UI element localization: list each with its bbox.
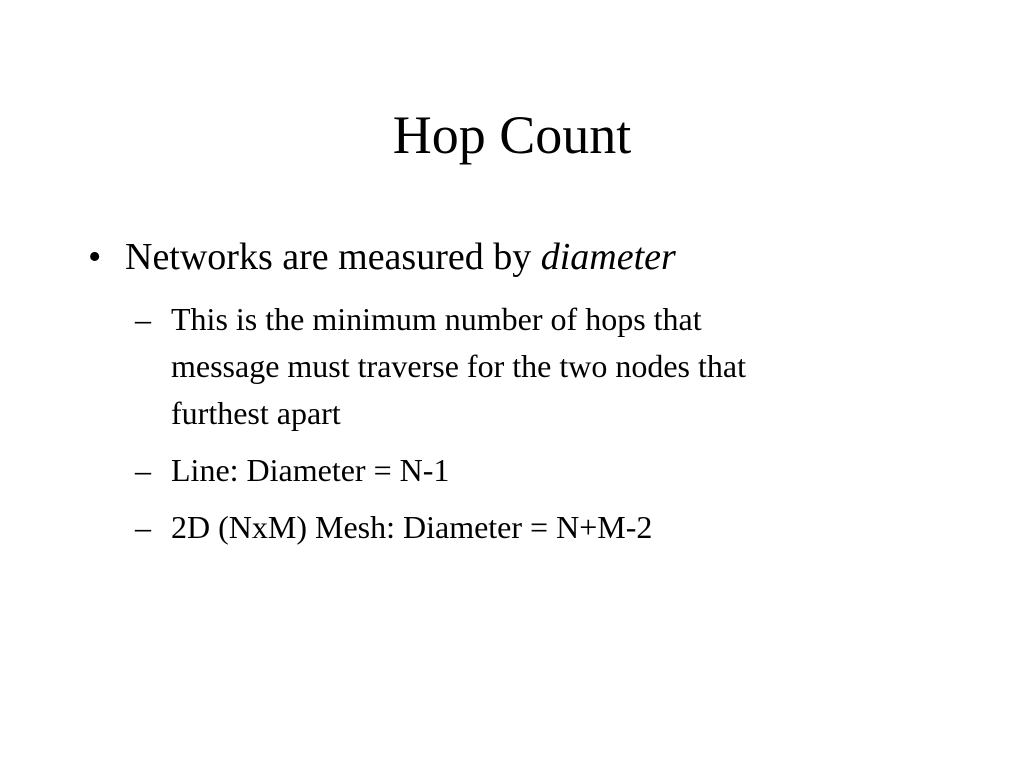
sub-bullet-line: 2D (NxM) Mesh: Diameter = N+M-2 [171,509,653,545]
sub-bullet-line-diameter [135,447,935,494]
bullet-marker: • [88,236,102,278]
bullet-text [125,232,676,282]
sub-bullet-line: This is the minimum number of hops that [171,301,702,337]
slide-title: Hop Count [392,105,632,165]
bullet-text-emphasis: diameter [540,236,676,278]
sub-bullet-mesh-diameter [135,504,935,551]
sub-bullet-marker: – [135,452,151,488]
sub-bullet-definition [135,296,935,437]
sub-bullet-line: message must traverse for the two nodes that [171,348,746,384]
sub-bullet-marker: – [135,301,151,337]
bullet-text-prefix: Networks are measured by [125,236,541,278]
sub-bullet-line: furthest apart [171,395,341,431]
sub-bullet-marker: – [135,509,151,545]
sub-bullet-line: Line: Diameter = N-1 [171,452,450,488]
